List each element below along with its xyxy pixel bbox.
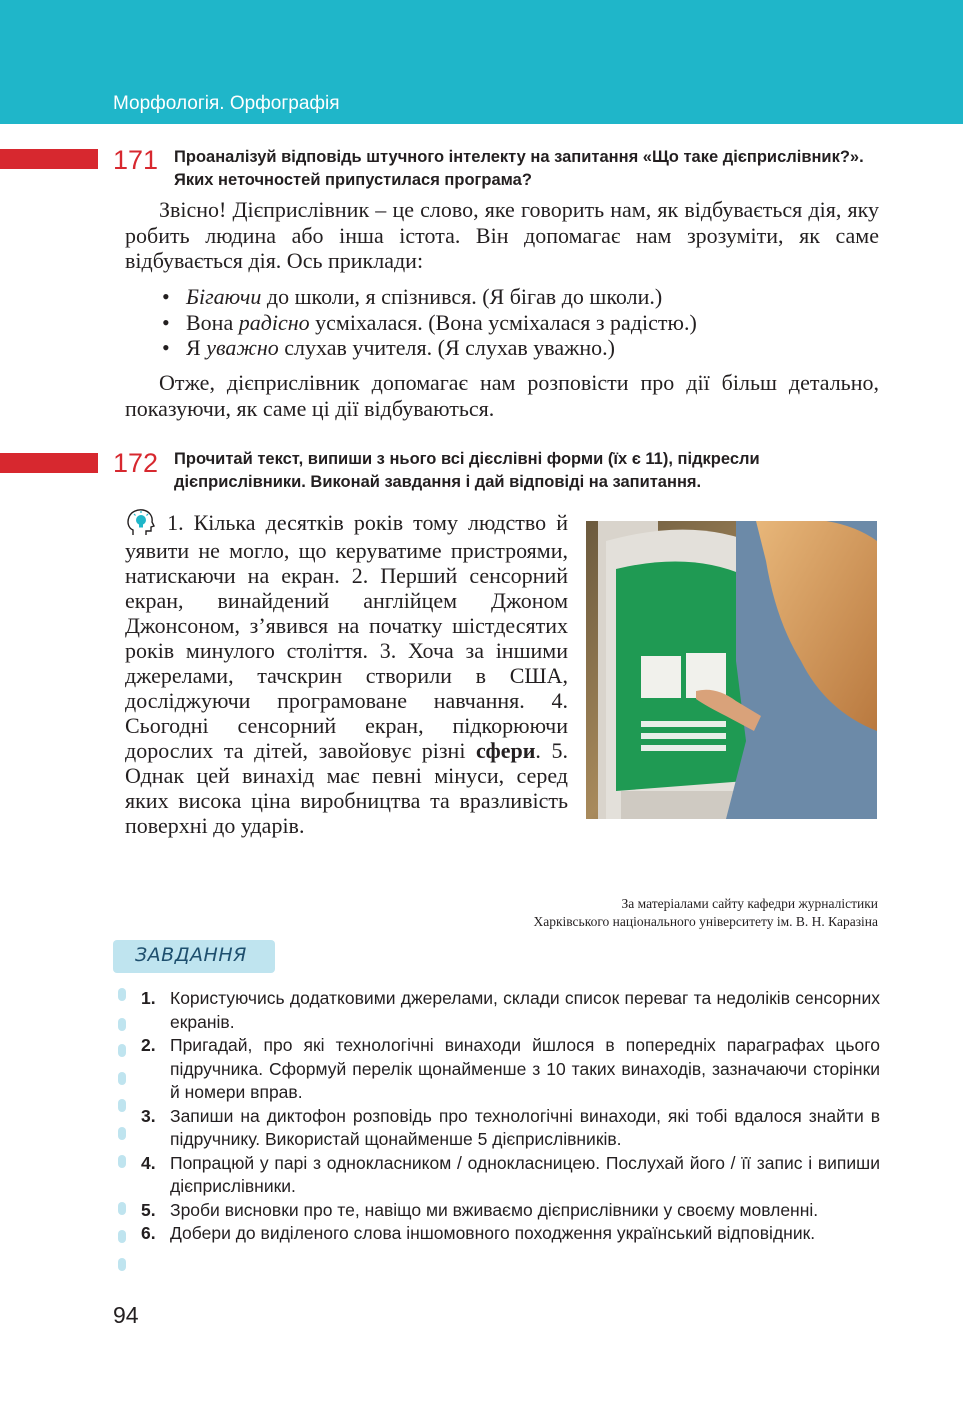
examples-list xyxy=(162,284,697,361)
list-item: • Вона радісно усміхалася. (Вона усміхалася з радістю.) xyxy=(162,309,697,335)
list-item: 1. Користуючись додатковими джерелами, склади список переваг та недоліків сенсорних екранів. xyxy=(141,988,880,1032)
list-item: • Я уважно слухав учителя. (Я слухав уважно.) xyxy=(162,335,615,360)
assignments-heading: ЗАВДАННЯ xyxy=(113,940,275,973)
highlighted-word: сфери xyxy=(476,738,536,763)
list-item: 3. Запиши на диктофон розповідь про технологічні винаходи, які тобі вдалося знайти в підручнику. Використай щонайменше 5 дієприслівників. xyxy=(141,1105,880,1149)
list-item: 4. Попрацюй у парі з однокласником / однокласницею. Послухай його / її запис і випиши дієприслівники. xyxy=(141,1152,880,1196)
exercise-task: Прочитай текст, випиши з нього всі дієслівні форми (їх є 11), підкресли дієприслівники. Виконай завдання і дай відповіді на запитання. xyxy=(174,450,760,491)
reading-text: 1. Кілька десятків років тому людство й уявити не могло, що керуватиме пристроями, натискаючи на екран. 2. Перший сенсорний екран, винайдений англійцем Джоном Джонсоном, з’явився на початку шістдесятих років минулого століття. 3. Хоча за іншими джерелами, тачскрин створили в США, досліджуючи програмоване навчання. 4. Сьогодні сенсорний екран, підкорюючи дорослих та дітей, завойовує різні сфери. 5. Однак цей винахід має певні мінуси, серед яких висока ціна виробництва та вразливість поверхні до ударів. xyxy=(125,510,568,838)
exercise-marker-bar xyxy=(0,149,98,169)
header-bar xyxy=(0,0,963,124)
section-title: Морфологія. Орфографія xyxy=(113,93,340,114)
page-number: 94 xyxy=(113,1302,139,1328)
decorative-pill xyxy=(118,1258,126,1271)
list-item: 5. Зроби висновки про те, навіщо ми вживаємо дієприслівники у своєму мовленні. xyxy=(141,1199,819,1220)
ai-answer-conclusion: Отже, дієприслівник допомагає нам розповісти про дії більш детально, показуючи, як саме ці дії відбуваються. xyxy=(125,370,879,421)
list-item: • Бігаючи до школи, я спізнився. (Я бігав до школи.) xyxy=(162,284,663,309)
exercise-number: 171 xyxy=(113,145,159,175)
exercise-number: 172 xyxy=(113,448,159,478)
ai-answer-intro: Звісно! Дієприслівник – це слово, яке говорить нам, як відбувається дія, яку робить людина або інша істота. Він допомагає нам зрозуміти, як саме відбувається дія. Ось приклади: xyxy=(125,197,879,273)
exercise-marker-bar xyxy=(0,453,98,473)
lightbulb-head-icon xyxy=(125,508,157,538)
list-item: 6. Добери до виділеного слова іншомовного походження український відповідник. xyxy=(141,1223,816,1243)
source-citation: За матеріалами сайту кафедри журналістики Харківського національного університету ім. В. Н. Каразіна xyxy=(533,896,878,929)
exercise-task: Проаналізуй відповідь штучного інтелекту на запитання «Що таке дієприслівник?». Яких неточностей припустилася програма? xyxy=(174,148,864,189)
list-item: 2. Пригадай, про які технологічні винаходи йшлося в попередніх параграфах цього підручника. Сформуй перелік щонайменше з 10 таких винаходів, зазначаючи сторінки й номери вправ. xyxy=(141,1035,880,1102)
touchscreen-photo xyxy=(586,521,877,819)
assignments-list xyxy=(113,987,880,1246)
